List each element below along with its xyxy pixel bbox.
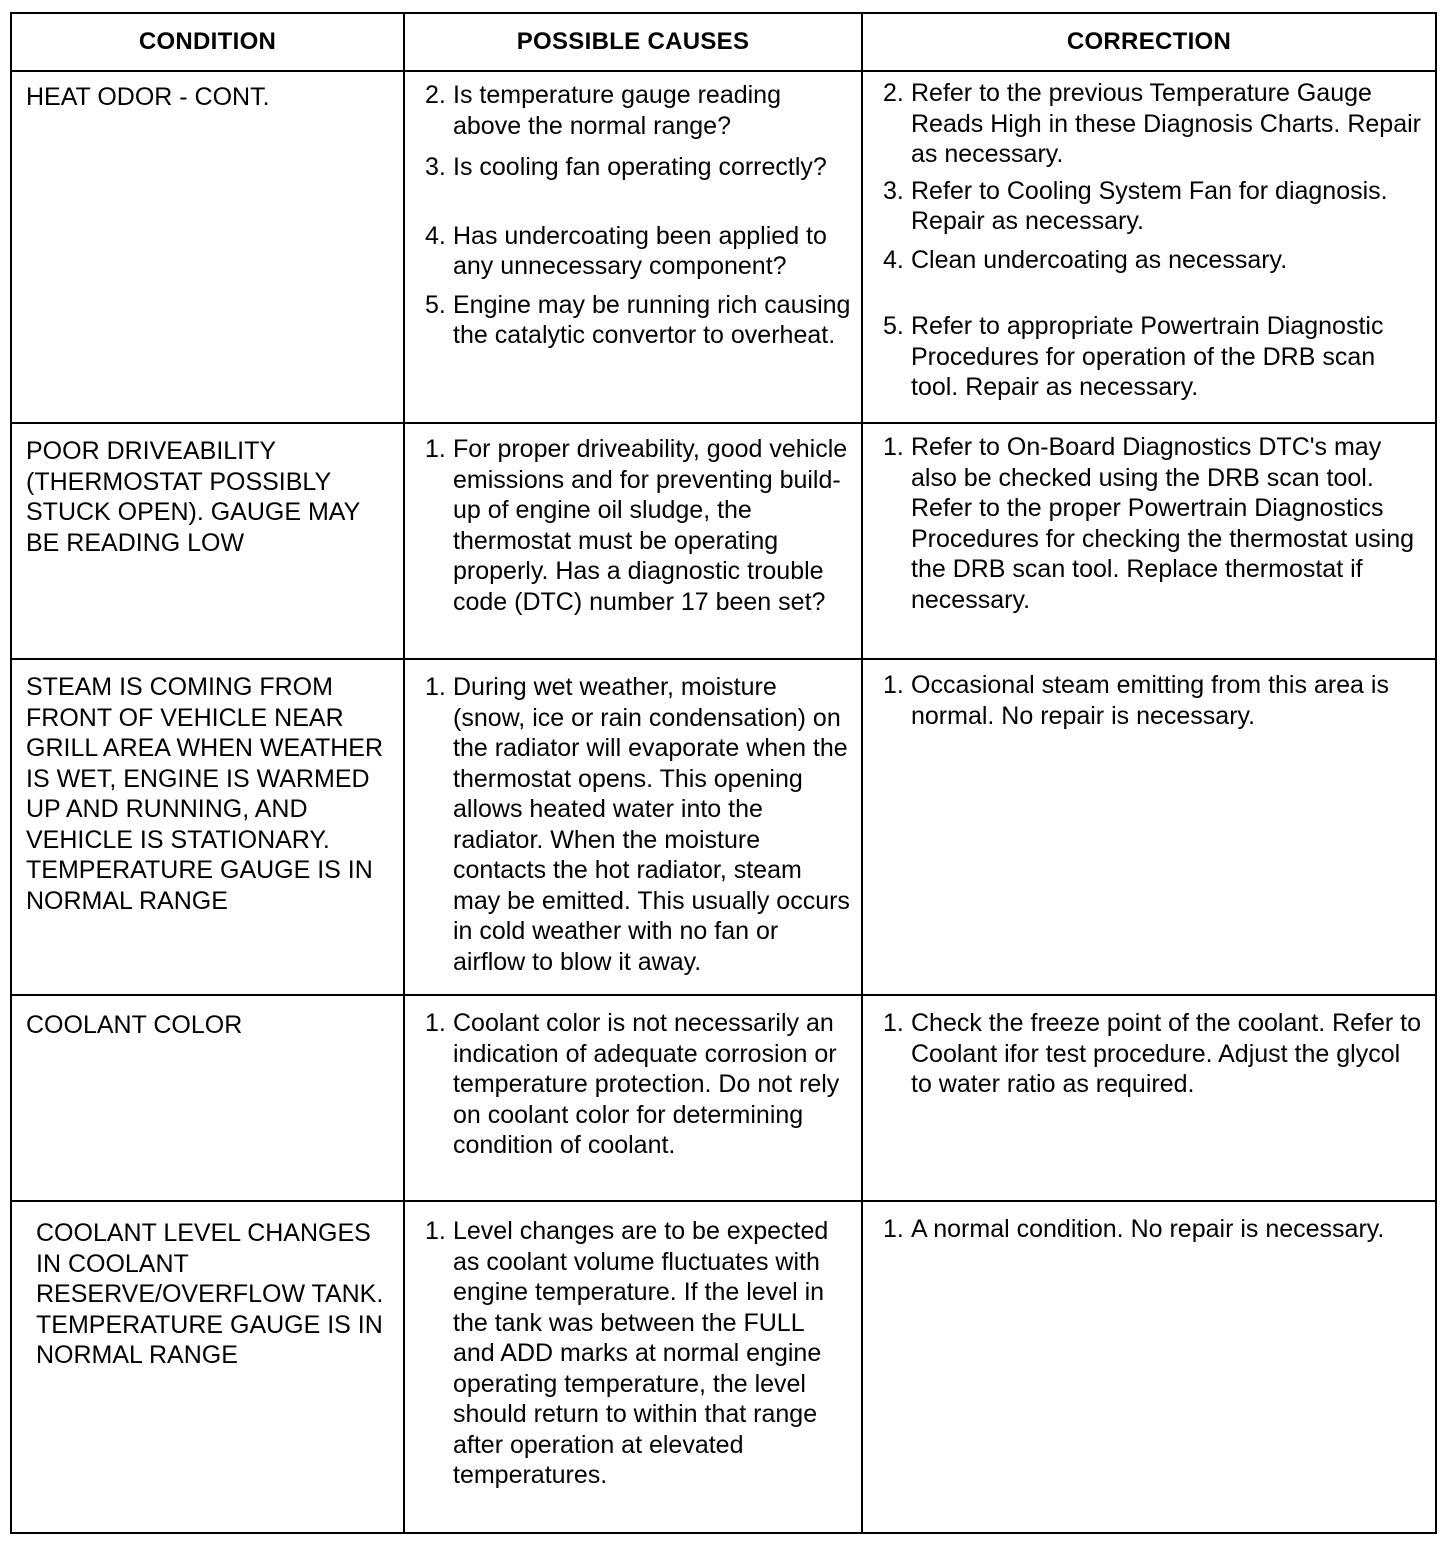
item-number: 1.: [883, 433, 904, 461]
condition-cell: [11, 995, 404, 1201]
item-text: Coolant color is not necessarily an indication of adequate corrosion or temperature protection. Do not rely on coolant color for determining condition of coolant.: [453, 1009, 840, 1159]
condition-text: STEAM IS COMING FROM FRONT OF VEHICLE NEAR GRILL AREA WHEN WEATHER IS WET, ENGINE IS WARMED UP AND RUNNING, AND VEHICLE IS STATIONARY. TEMPERATURE GAUGE IS IN NORMAL RANGE: [26, 673, 384, 915]
causes-cell: [404, 1201, 862, 1533]
item-text: Has undercoating been applied to any unnecessary component?: [453, 221, 827, 280]
item-number: 1.: [883, 671, 904, 699]
list-item: [425, 80, 851, 141]
condition-cell: [11, 659, 404, 995]
causes-cell: [404, 995, 862, 1201]
item-number: 4.: [425, 221, 446, 250]
item-text: Refer to On-Board Diagnostics DTC's may also be checked using the DRB scan tool. Refer to the proper Powertrain Diagnostics Procedures for checking the thermostat using the DRB scan tool. Replace thermostat if necessary.: [911, 433, 1415, 614]
list-item: [425, 221, 851, 282]
correction-cell: [862, 423, 1436, 659]
condition-cell: [11, 423, 404, 659]
item-text: Refer to appropriate Powertrain Diagnostic Procedures for operation of the DRB scan tool. Repair as necessary.: [911, 312, 1384, 401]
item-number: 1.: [425, 673, 446, 701]
condition-text: HEAT ODOR - CONT.: [26, 83, 270, 111]
item-text: Check the freeze point of the coolant. Refer to Coolant ifor test procedure. Adjust the glycol to water ratio as required.: [911, 1009, 1422, 1098]
item-number: 1.: [425, 435, 446, 463]
causes-cell: [404, 423, 862, 659]
item-number: 4.: [883, 245, 904, 274]
list-item: [883, 176, 1425, 237]
item-text: For proper driveability, good vehicle emissions and for preventing build-up of engine oil sludge, the thermostat must be operating properly. Has a diagnostic trouble code (DTC) number 17 been set?: [453, 435, 848, 616]
item-number: 1.: [425, 1009, 446, 1037]
item-number: 3.: [883, 176, 904, 205]
item-text: Is cooling fan operating correctly?: [453, 153, 827, 181]
header-correction: CORRECTION: [862, 13, 1436, 71]
item-number: 1.: [425, 1217, 446, 1245]
item-number: 3.: [425, 153, 446, 181]
header-condition: CONDITION: [11, 13, 404, 71]
table-row: [11, 659, 1436, 995]
condition-text: POOR DRIVEABILITY (THERMOSTAT POSSIBLY STUCK OPEN). GAUGE MAY BE READING LOW: [26, 437, 360, 557]
item-text: Refer to Cooling System Fan for diagnosis. Repair as necessary.: [911, 176, 1388, 235]
causes-cell: [404, 659, 862, 995]
list-item: [425, 1008, 851, 1161]
item-text: Is temperature gauge reading above the normal range?: [453, 81, 781, 140]
list-item: [425, 434, 851, 617]
list-item: [883, 311, 1425, 403]
causes-cell: [404, 71, 862, 423]
table-row: [11, 71, 1436, 423]
item-number: 2.: [425, 81, 446, 109]
condition-text: COOLANT LEVEL CHANGES IN COOLANT RESERVE/OVERFLOW TANK. TEMPERATURE GAUGE IS IN NORMAL RANGE: [36, 1219, 384, 1369]
item-number: 2.: [883, 79, 904, 107]
table-row: [11, 423, 1436, 659]
list-item: [425, 1216, 851, 1491]
item-text: Level changes are to be expected as coolant volume fluctuates with engine temperature. If the level in the tank was between the FULL and ADD marks at normal engine operating temperature, the level should return to within that range after operation at elevated temperatures.: [453, 1217, 829, 1489]
table-row: [11, 1201, 1436, 1533]
item-number: 1.: [883, 1009, 904, 1037]
correction-cell: [862, 1201, 1436, 1533]
item-number: 5.: [425, 290, 446, 319]
condition-text: COOLANT COLOR: [26, 1011, 243, 1039]
diagnosis-table: [10, 12, 1437, 1534]
correction-cell: [862, 71, 1436, 423]
header-row: [11, 13, 1436, 71]
list-item: [883, 1214, 1425, 1245]
list-item: [883, 670, 1425, 731]
item-text: Occasional steam emitting from this area is normal. No repair is necessary.: [911, 671, 1389, 730]
item-text: During wet weather, moisture (snow, ice or rain condensation) on the radiator will evaporate when the thermostat opens. This opening allows heated water into the radiator. When the moisture contacts the hot radiator, steam may be emitted. This usually occurs in cold weather with no fan or airflow to blow it away.: [453, 673, 850, 976]
item-number: 5.: [883, 312, 904, 340]
list-item: [425, 290, 851, 351]
item-text: Engine may be running rich causing the catalytic convertor to overheat.: [453, 290, 851, 349]
list-item: [883, 245, 1425, 276]
item-text: Clean undercoating as necessary.: [911, 245, 1288, 274]
list-item: [883, 432, 1425, 615]
table-header: [11, 13, 1436, 71]
item-text: Refer to the previous Temperature Gauge Reads High in these Diagnosis Charts. Repair as necessary.: [911, 79, 1421, 168]
correction-cell: [862, 659, 1436, 995]
table-row: [11, 995, 1436, 1201]
condition-cell: [11, 1201, 404, 1533]
item-text: A normal condition. No repair is necessary.: [911, 1215, 1385, 1243]
list-item: [425, 152, 851, 183]
header-possible-causes: POSSIBLE CAUSES: [404, 13, 862, 71]
correction-cell: [862, 995, 1436, 1201]
item-number: 1.: [883, 1215, 904, 1243]
list-item: [883, 78, 1425, 170]
condition-cell: [11, 71, 404, 423]
list-item: [883, 1008, 1425, 1100]
list-item: [425, 672, 851, 977]
